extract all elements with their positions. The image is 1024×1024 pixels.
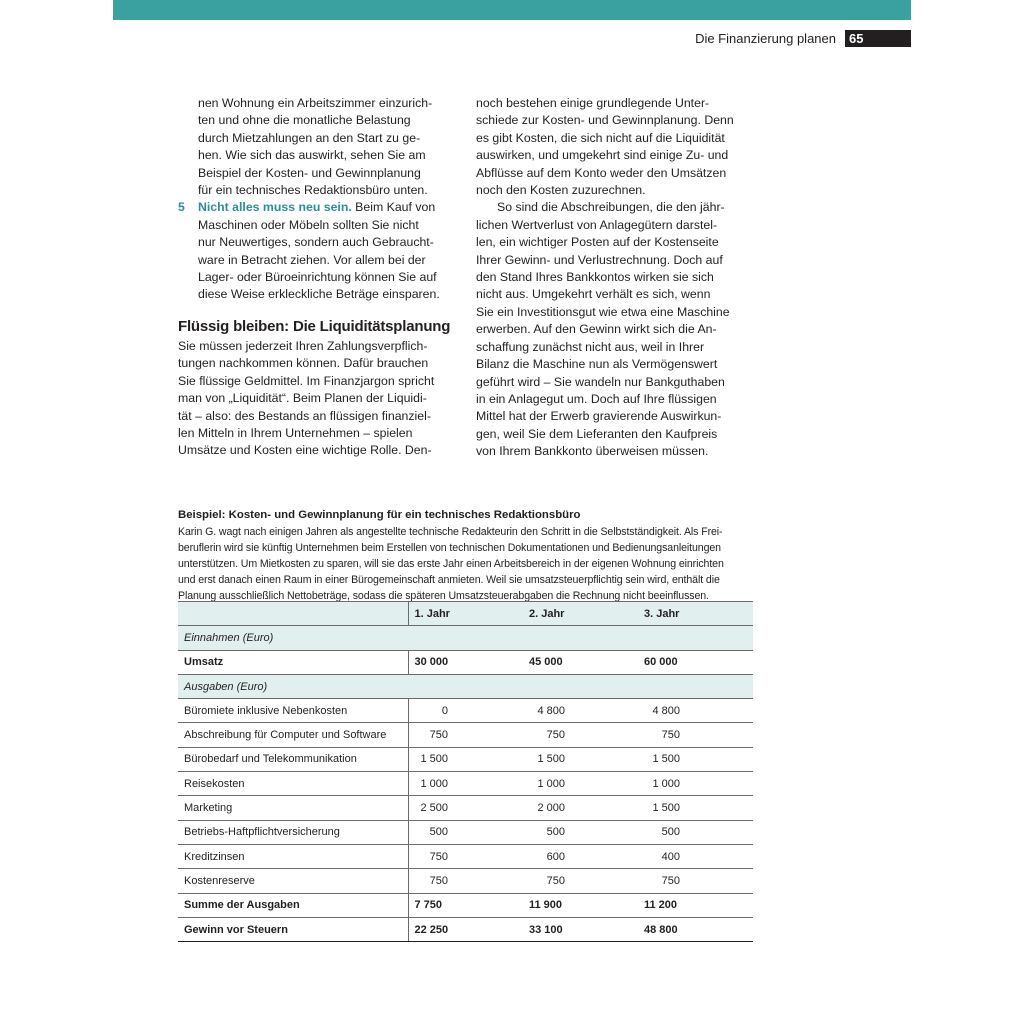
table-row-revenue bbox=[178, 650, 753, 674]
value-year-1: 2 500 bbox=[408, 796, 523, 820]
row-label: Abschreibung für Computer und Software bbox=[178, 723, 408, 747]
row-label: Bürobedarf und Telekommunikation bbox=[178, 747, 408, 771]
table-row-profit bbox=[178, 917, 753, 941]
example-text bbox=[178, 524, 753, 604]
text-line: man von „Liquidität“. Beim Planen der Liquidi- bbox=[178, 391, 427, 406]
text-line: schiede zur Kosten- und Gewinnplanung. Denn bbox=[476, 113, 734, 128]
table-row-total bbox=[178, 893, 753, 917]
table-header-cell: 3. Jahr bbox=[638, 602, 753, 626]
value-year-1: 750 bbox=[408, 844, 523, 868]
left-paragraph-2 bbox=[178, 338, 453, 460]
list-number: 5 bbox=[178, 200, 185, 215]
right-column bbox=[476, 95, 751, 461]
value-year-1: 7 750 bbox=[408, 893, 523, 917]
text-line: Mittel hat der Erwerb gravierende Auswirkun- bbox=[476, 409, 722, 424]
list-item-5 bbox=[178, 199, 453, 303]
running-head bbox=[695, 30, 911, 47]
header-color-bar bbox=[113, 0, 911, 20]
value-year-3: 48 800 bbox=[638, 917, 753, 941]
text-line: Planung ausschließlich Nettobeträge, sodass die späteren Umsatzsteuerabgaben die Rechnung nicht beeinflussen. bbox=[178, 590, 709, 602]
value-year-3: 11 200 bbox=[638, 893, 753, 917]
value-year-2: 600 bbox=[523, 844, 638, 868]
row-label: Summe der Ausgaben bbox=[178, 893, 408, 917]
text-line: ten und ohne die monatliche Belastung bbox=[198, 113, 411, 128]
text-line: Sie ein Investitionsgut wie etwa eine Maschine bbox=[476, 304, 730, 319]
text-line: unterstützen. Um Mietkosten zu sparen, will sie das erste Jahr einen Arbeitsbereich in der eigenen Wohnung einrichten bbox=[178, 558, 724, 570]
table-header-cell: 1. Jahr bbox=[408, 602, 523, 626]
text-line: Ihrer Gewinn- und Verlustrechnung. Doch auf bbox=[476, 252, 723, 267]
value-year-3: 400 bbox=[638, 844, 753, 868]
text-line: Maschinen oder Möbeln sollten Sie nicht bbox=[198, 217, 419, 232]
value-year-2: 45 000 bbox=[523, 650, 638, 674]
text-line: nen Wohnung ein Arbeitszimmer einzurich- bbox=[198, 96, 433, 110]
text-line: den Stand Ihres Bankkontos wirken sie sich bbox=[476, 270, 714, 285]
value-year-1: 750 bbox=[408, 723, 523, 747]
value-year-3: 750 bbox=[638, 869, 753, 893]
value-year-2: 500 bbox=[523, 820, 638, 844]
text-line: es gibt Kosten, die sich nicht auf die Liquidität bbox=[476, 130, 725, 145]
table-row bbox=[178, 844, 753, 868]
row-label: Kreditzinsen bbox=[178, 844, 408, 868]
value-year-1: 30 000 bbox=[408, 650, 523, 674]
text-line: Sie müssen jederzeit Ihren Zahlungsverpflich- bbox=[178, 338, 428, 353]
text-line: len Mitteln in Ihrem Unternehmen – spielen bbox=[178, 425, 413, 440]
example-box bbox=[178, 508, 753, 604]
left-paragraph-1 bbox=[178, 95, 453, 199]
value-year-2: 1 500 bbox=[523, 747, 638, 771]
text-line: beruflerin wird sie künftig Unternehmen beim Erstellen von technischen Dokumentationen und Bedienungsanleitungen bbox=[178, 542, 721, 554]
text-line: Abflüsse auf dem Konto weder den Umsätzen bbox=[476, 165, 727, 180]
table-row bbox=[178, 747, 753, 771]
table-row bbox=[178, 723, 753, 747]
value-year-2: 750 bbox=[523, 723, 638, 747]
value-year-1: 0 bbox=[408, 699, 523, 723]
text-line: noch bestehen einige grundlegende Unter- bbox=[476, 96, 710, 110]
text-line: diese Weise erkleckliche Beträge einsparen. bbox=[198, 287, 440, 302]
value-year-2: 2 000 bbox=[523, 796, 638, 820]
value-year-3: 1 500 bbox=[638, 747, 753, 771]
income-section-label: Einnahmen (Euro) bbox=[178, 626, 753, 650]
left-column bbox=[178, 95, 453, 460]
value-year-1: 750 bbox=[408, 869, 523, 893]
row-label: Büromiete inklusive Nebenkosten bbox=[178, 699, 408, 723]
value-year-1: 1 000 bbox=[408, 772, 523, 796]
row-label: Betriebs-Haftpflichtversicherung bbox=[178, 820, 408, 844]
text-line: und erst danach einen Raum in einer Bürogemeinschaft anmieten. Weil sie umsatzsteuerpflichtig sein wird, enthält die bbox=[178, 574, 720, 586]
value-year-2: 4 800 bbox=[523, 699, 638, 723]
table-section-row bbox=[178, 626, 753, 650]
text-line: Lager- oder Büroeinrichtung können Sie auf bbox=[198, 270, 437, 285]
text-line: tät – also: des Bestands an flüssigen finanziel- bbox=[178, 408, 431, 423]
value-year-2: 1 000 bbox=[523, 772, 638, 796]
text-line: nicht aus. Umgekehrt verhält es sich, wenn bbox=[476, 287, 711, 302]
table-row bbox=[178, 772, 753, 796]
value-year-3: 1 500 bbox=[638, 796, 753, 820]
row-label: Gewinn vor Steuern bbox=[178, 917, 408, 941]
text-line: nur Neuwertiges, sondern auch Gebraucht- bbox=[198, 235, 434, 250]
table-header-row bbox=[178, 602, 753, 626]
text-line: Beim Kauf von bbox=[351, 200, 436, 215]
text-line: gen, weil Sie dem Lieferanten den Kaufpreis bbox=[476, 426, 718, 441]
text-line: schaffung zunächst nicht aus, weil in Ihrer bbox=[476, 339, 705, 354]
list-item-lead: Nicht alles muss neu sein. bbox=[198, 200, 352, 215]
value-year-3: 500 bbox=[638, 820, 753, 844]
text-line: hen. Wie sich das auswirkt, sehen Sie am bbox=[198, 148, 426, 163]
table-row bbox=[178, 699, 753, 723]
row-label: Umsatz bbox=[178, 650, 408, 674]
expense-section-label: Ausgaben (Euro) bbox=[178, 674, 753, 698]
value-year-1: 500 bbox=[408, 820, 523, 844]
right-paragraph-1 bbox=[476, 95, 751, 199]
table-header-cell: 2. Jahr bbox=[523, 602, 638, 626]
planning-table bbox=[178, 601, 753, 942]
table-row bbox=[178, 796, 753, 820]
text-line: für ein technisches Redaktionsbüro unten. bbox=[198, 183, 428, 198]
value-year-1: 22 250 bbox=[408, 917, 523, 941]
text-line: noch den Kosten zuzurechnen. bbox=[476, 183, 646, 198]
value-year-3: 1 000 bbox=[638, 772, 753, 796]
text-line: Sie flüssige Geldmittel. Im Finanzjargon spricht bbox=[178, 373, 435, 388]
text-line: tungen nachkommen können. Dafür brauchen bbox=[178, 356, 429, 371]
text-line: len, ein wichtiger Posten auf der Kostenseite bbox=[476, 235, 719, 250]
text-line: auswirken, und umgekehrt sind einige Zu- und bbox=[476, 148, 729, 163]
chapter-title: Die Finanzierung planen bbox=[695, 31, 836, 46]
row-label: Reisekosten bbox=[178, 772, 408, 796]
value-year-2: 33 100 bbox=[523, 917, 638, 941]
text-line: Karin G. wagt nach einigen Jahren als angestellte technische Redakteurin den Schritt in die Selbstständigkeit. Als Frei- bbox=[178, 526, 723, 538]
text-line: Bilanz die Maschine nun als Vermögenswert bbox=[476, 357, 718, 372]
example-title: Beispiel: Kosten- und Gewinnplanung für ein technisches Redaktionsbüro bbox=[178, 509, 581, 521]
section-heading: Flüssig bleiben: Die Liquiditätsplanung bbox=[178, 317, 451, 335]
table-row bbox=[178, 869, 753, 893]
text-line: von Ihrem Bankkonto überweisen müssen. bbox=[476, 444, 709, 459]
text-line: lichen Wertverlust von Anlagegütern darstel- bbox=[476, 217, 718, 232]
value-year-1: 1 500 bbox=[408, 747, 523, 771]
text-line: in ein Anlagegut um. Doch auf Ihre flüssigen bbox=[476, 391, 717, 406]
row-label: Kostenreserve bbox=[178, 869, 408, 893]
text-line: Umsätze und Kosten eine wichtige Rolle. Den- bbox=[178, 443, 432, 458]
right-paragraph-2 bbox=[476, 199, 751, 460]
table-section-row bbox=[178, 674, 753, 698]
value-year-3: 4 800 bbox=[638, 699, 753, 723]
table-row bbox=[178, 820, 753, 844]
value-year-3: 750 bbox=[638, 723, 753, 747]
table-header-cell bbox=[178, 602, 408, 626]
text-line: erwerben. Auf den Gewinn wirkt sich die An- bbox=[476, 322, 717, 337]
text-line: Beispiel der Kosten- und Gewinnplanung bbox=[198, 165, 421, 180]
text-line: durch Mietzahlungen an den Start zu ge- bbox=[198, 130, 421, 145]
text-line: So sind die Abschreibungen, die den jähr- bbox=[497, 200, 725, 215]
text-line: geführt wird – Sie wandeln nur Bankguthaben bbox=[476, 374, 725, 389]
value-year-2: 750 bbox=[523, 869, 638, 893]
value-year-2: 11 900 bbox=[523, 893, 638, 917]
page-number: 65 bbox=[845, 30, 911, 47]
row-label: Marketing bbox=[178, 796, 408, 820]
text-line: ware in Betracht ziehen. Vor allem bei der bbox=[198, 252, 426, 267]
value-year-3: 60 000 bbox=[638, 650, 753, 674]
